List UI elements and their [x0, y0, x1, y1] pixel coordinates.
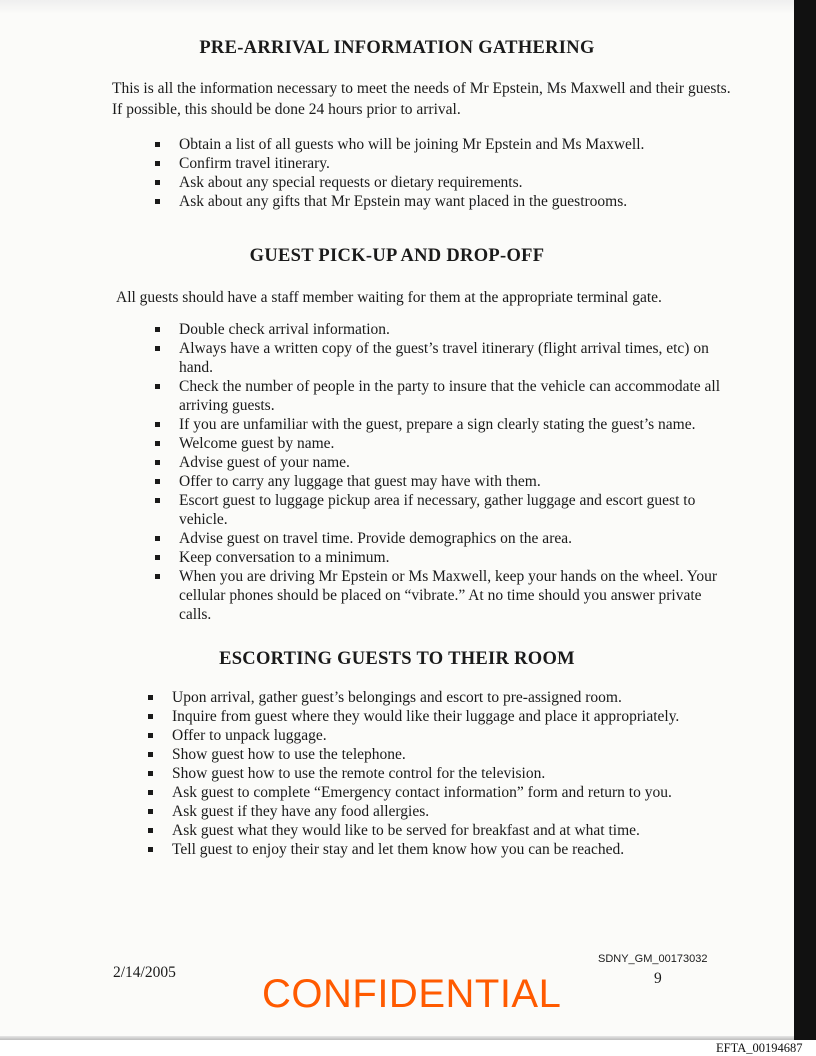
list-item: Ask guest if they have any food allergies.	[148, 802, 738, 821]
list-item: Welcome guest by name.	[155, 434, 735, 453]
pre-arrival-intro: This is all the information necessary to meet the needs of Mr Epstein, Ms Maxwell and their guests. If possible, this should be done 24 hours prior to arrival.	[112, 80, 731, 118]
scan-dark-edge	[794, 0, 816, 1040]
list-item: Ask about any gifts that Mr Epstein may want placed in the guestrooms.	[155, 192, 715, 211]
list-item: Tell guest to enjoy their stay and let them know how you can be reached.	[148, 840, 738, 859]
list-item: If you are unfamiliar with the guest, prepare a sign clearly stating the guest’s name.	[155, 415, 735, 434]
footer-date: 2/14/2005	[113, 964, 176, 981]
pre-arrival-list	[155, 135, 715, 211]
list-item: Upon arrival, gather guest’s belongings and escort to pre-assigned room.	[148, 688, 738, 707]
list-item: Always have a written copy of the guest’s travel itinerary (flight arrival times, etc) on hand.	[155, 339, 735, 377]
list-item: Confirm travel itinerary.	[155, 154, 715, 173]
list-item: Show guest how to use the telephone.	[148, 745, 738, 764]
list-item: Double check arrival information.	[155, 320, 735, 339]
list-item: Check the number of people in the party to insure that the vehicle can accommodate all arriving guests.	[155, 377, 735, 415]
page-number: 9	[654, 970, 662, 987]
efta-number: EFTA_00194687	[716, 1041, 803, 1055]
section-title-pickup: GUEST PICK-UP AND DROP-OFF	[249, 246, 545, 266]
list-item: Obtain a list of all guests who will be joining Mr Epstein and Ms Maxwell.	[155, 135, 715, 154]
list-item: Keep conversation to a minimum.	[155, 548, 735, 567]
list-item: Advise guest on travel time. Provide demographics on the area.	[155, 529, 735, 548]
confidential-stamp: CONFIDENTIAL	[262, 972, 562, 1016]
list-item: Show guest how to use the remote control for the television.	[148, 764, 738, 783]
escorting-list	[148, 688, 738, 859]
scan-top-shade	[0, 0, 794, 14]
scan-bottom-margin	[0, 1040, 816, 1056]
list-item: Ask guest to complete “Emergency contact information” form and return to you.	[148, 783, 738, 802]
pickup-list	[155, 320, 735, 624]
list-item: Ask about any special requests or dietary requirements.	[155, 173, 715, 192]
list-item: Escort guest to luggage pickup area if necessary, gather luggage and escort guest to vehicle.	[155, 491, 735, 529]
section-title-escorting: ESCORTING GUESTS TO THEIR ROOM	[219, 649, 575, 669]
list-item: Ask guest what they would like to be served for breakfast and at what time.	[148, 821, 738, 840]
list-item: Offer to carry any luggage that guest may have with them.	[155, 472, 735, 491]
list-item: Inquire from guest where they would like their luggage and place it appropriately.	[148, 707, 738, 726]
section-title-pre-arrival: PRE-ARRIVAL INFORMATION GATHERING	[199, 38, 595, 58]
list-item: Advise guest of your name.	[155, 453, 735, 472]
bates-number: SDNY_GM_00173032	[598, 953, 708, 965]
pickup-intro: All guests should have a staff member waiting for them at the appropriate terminal gate.	[116, 289, 662, 306]
list-item: When you are driving Mr Epstein or Ms Maxwell, keep your hands on the wheel. Your cellular phones should be placed on “vibrate.” At no time should you answer private calls.	[155, 567, 735, 624]
list-item: Offer to unpack luggage.	[148, 726, 738, 745]
